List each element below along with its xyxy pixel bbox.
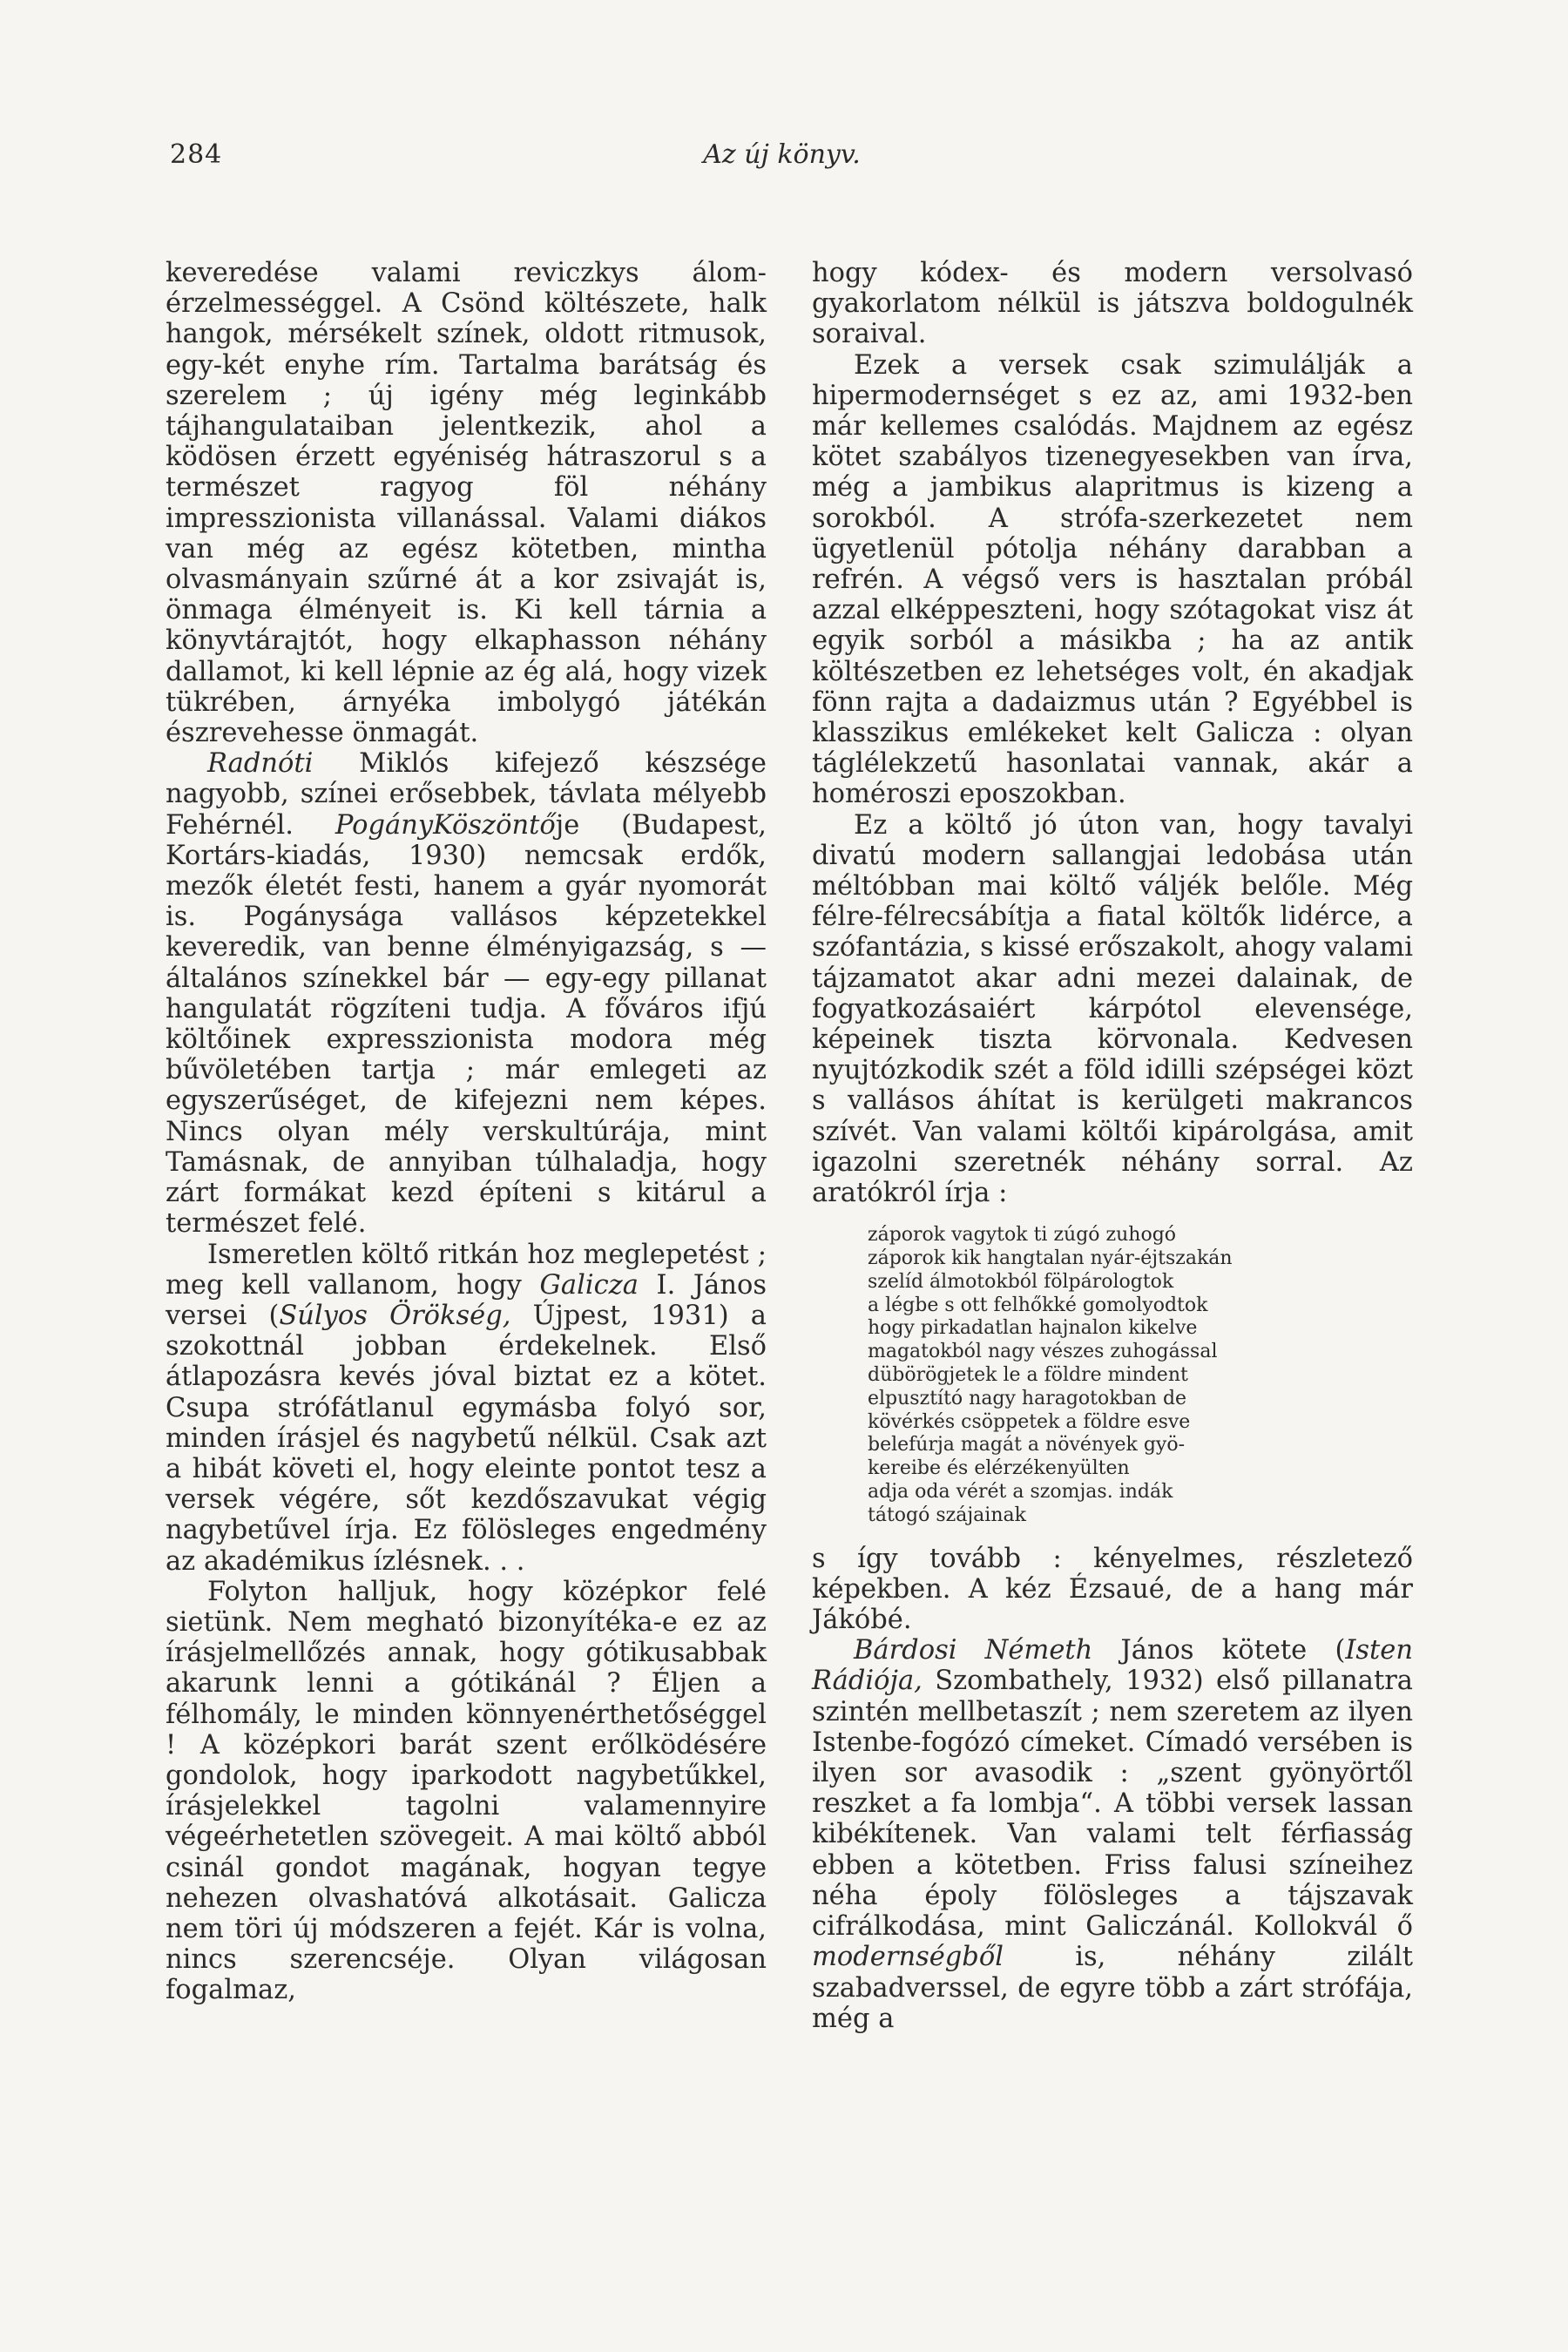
paragraph [812, 1635, 1413, 2034]
emphasized-word: modernségből [812, 1942, 1004, 1973]
page-number: 284 [170, 139, 223, 170]
poem-line: kereibe és elérzékenyülten [868, 1457, 1130, 1480]
poem-line: záporok vagytok ti zúgó zuhogó [868, 1224, 1177, 1247]
poem-line: tátogó szájainak [868, 1504, 1026, 1526]
poem-line: a légbe s ott felhőkké gomolyodtok [868, 1294, 1208, 1316]
paragraph-text: je (Budapest, Kortárs-kiadás, 1930) nemcsak erdők, mezők életét festi, hanem a gyár nyomorát is. Pogánysága vallásos képzetekkel keveredik, van benne élményigazság, s — általános színekkel bár — egy-egy pillanat hangulatát rögzíteni tudja. A főváros ifjú költőinek expresszionista modora még bűvöletében tartja ; már emlegeti az egyszerűséget, de kifejezni nem képes. Nincs olyan mély verskultúrája, mint Tamásnak, de annyiban túlhaladja, hogy zárt formákat kezd építeni s kitárul a természet felé. [166, 809, 767, 1240]
paragraph-text: I. János versei ( [166, 1269, 767, 1331]
author-name: Galicza [539, 1269, 639, 1301]
paragraph-text: Folyton halljuk, hogy középkor felé sietünk. Nem megható bizonyítéka-e ez az írásjelmellőzés annak, hogy gótikusabbak akarunk lenni a gótikánál ? Éljen a félhomály, le minden könnyenérthetőséggel ! A középkori barát szent erőlködésére gondolok, hogy iparkodott nagybetűkkel, írásjelekkel tagolni valamennyire végeérhetetlen szövegeit. A mai költő abból csinál gondot magának, hogyan tegye nehezen olvashatóvá alkotásait. Galicza nem töri új módszeren a fejét. Kár is volna, nincs szerencséje. Olyan világosan fogalmaz, [166, 1576, 767, 2006]
paragraph [166, 1577, 767, 2006]
paragraph-text: Szombathely, 1932) első pillanatra szintén mellbetaszít ; nem szeretem az ilyen Istenbe-fogózó címeket. Címadó versében is ilyen sor avasodik : „szent gyönyörtől reszket a fa lombja“. A többi versek lassan kibékítenek. Van valami telt férfiasság ebben a kötetben. Friss falusi színeihez néha époly fölösleges a tájszavak cifrálkodása, mint Galiczánál. Kollokvál ő [812, 1666, 1413, 1943]
paragraph [812, 258, 1413, 350]
book-title: Súlyos Örökség, [279, 1300, 511, 1331]
poem-line: szelíd álmotokból fölpárologtok [868, 1270, 1174, 1293]
poem-excerpt [868, 1224, 1413, 1527]
poem-line: záporok kik hangtalan nyár-éjtszakán [868, 1247, 1233, 1270]
poem-line: adja oda vérét a szomjas. indák [868, 1481, 1173, 1504]
poem-line: elpusztító nagy haragotokban de [868, 1387, 1187, 1409]
poem-line: belefúrja magát a növények gyö- [868, 1434, 1186, 1456]
left-column [166, 258, 767, 2006]
paragraph-text: Újpest, 1931) a szokottnál jobban érdekelnek. Első átlapozásra kevés jóval biztat ez a kötet. Csupa strófátlanul egymásba folyó sor, minden írásjel és nagybetű nélkül. Csak azt a hibát követi el, hogy eleinte pontot tesz a versek végére, sőt kezdőszavukat végig nagybetűvel írja. Ez fölösleges engedmény az akadémikus ízlésnek. . . [166, 1300, 767, 1577]
paragraph-text: Ezek a versek csak szimulálják a hipermodernséget s ez az, ami 1932-ben már kellemes csalódás. Majdnem az egész kötet szabályos tizenegyesekben van írva, még a jambikus alapritmus is kizeng a sorokból. A strófa-szerkezetet nem ügyetlenül pótolja néhány darabban a refrén. A végső vers is hasztalan próbál azzal elképpeszteni, hogy szótagokat visz át egyik sorból a másikba ; ha az antik költészetben ez lehetséges volt, én akadjak fönn rajta a dadaizmus után ? Egyébbel is klasszikus emlékeket kelt Galicza : olyan táglélekzetű hasonlatai vannak, akár a homéroszi eposzokban. [812, 349, 1413, 810]
paragraph-text: Miklós kifejező készsége nagyobb, színei erősebbek, távlata mélyebb Fehérnél. [166, 748, 767, 841]
poem-line: kövérkés csöppetek a földre esve [868, 1410, 1191, 1433]
paragraph-text: János kötete ( [1092, 1635, 1346, 1666]
author-name: Pogány [335, 809, 434, 841]
author-name: Radnóti [207, 748, 314, 780]
paragraph [166, 1240, 767, 1577]
running-title: Az új könyv. [703, 139, 861, 170]
author-name: Bárdosi Németh [854, 1635, 1093, 1666]
paragraph-text: hogy kódex- és modern versolvasó gyakorlatom nélkül is játszva boldogulnék soraival. [812, 258, 1413, 350]
book-title: Köszöntő [433, 809, 556, 841]
paragraph [812, 810, 1413, 1209]
poem-line: magatokból nagy vészes zuhogással [868, 1341, 1218, 1363]
paragraph-text: keveredése valami reviczkys álom-érzelmességgel. A Csönd költészete, halk hangok, mérsékelt színek, oldott ritmusok, egy-két enyhe rím. Tartalma barátság és szerelem ; új igény még leginkább tájhangulataiban jelentkezik, ahol a ködösen érzett egyéniség hátraszorul s a természet ragyog föl néhány impresszionista villanással. Valami diákos van még az egész kötetben, mintha olvasmányain szűrné át a kor zsivaját is, önmaga élményeit is. Ki kell tárnia a könyvtárajtót, hogy elkaphasson néhány dallamot, ki kell lépnie az ég alá, hogy vizek tükrében, árnyéka imbolygó játékán észrevehesse önmagát. [166, 258, 767, 749]
paragraph [812, 350, 1413, 810]
paragraph-text: Ismeretlen költő ritkán hoz meglepetést ; meg kell vallanom, hogy [166, 1239, 767, 1301]
book-title: Isten Rádiója, [812, 1635, 1413, 1697]
poem-line: dübörögjetek le a földre mindent [868, 1364, 1188, 1387]
paragraph [166, 258, 767, 748]
paragraph-text: s így tovább : kényelmes, részletező képekben. A kéz Ézsaué, de a hang már Jákóbé. [812, 1543, 1413, 1636]
paragraph-text: is, néhány zilált szabadverssel, de egyre több a zárt strófája, még a [812, 1942, 1413, 2034]
right-column [812, 258, 1413, 2034]
paragraph [812, 1544, 1413, 1636]
paragraph-text: Ez a költő jó úton van, hogy tavalyi divatú modern sallangjai ledobása után méltóbban mai költő váljék belőle. Még félre-félrecsábítja a fiatal költők lidérce, a szófantázia, s kissé erőszakolt, ahogy valami tájzamatot akar adni mezei dalainak, de fogyatkozásaiért kárpótol elevensége, képeinek tiszta körvonala. Kedvesen nyujtózkodik szét a föld idilli szépségei közt s vallásos áhítat is kerülgeti makrancos szívét. Van valami költői kipárolgása, amit igazolni szeretnék néhány sorral. Az aratókról írja : [812, 809, 1413, 1209]
paragraph [166, 748, 767, 1239]
page-header [170, 139, 1394, 183]
poem-line: hogy pirkadatlan hajnalon kikelve [868, 1317, 1198, 1340]
